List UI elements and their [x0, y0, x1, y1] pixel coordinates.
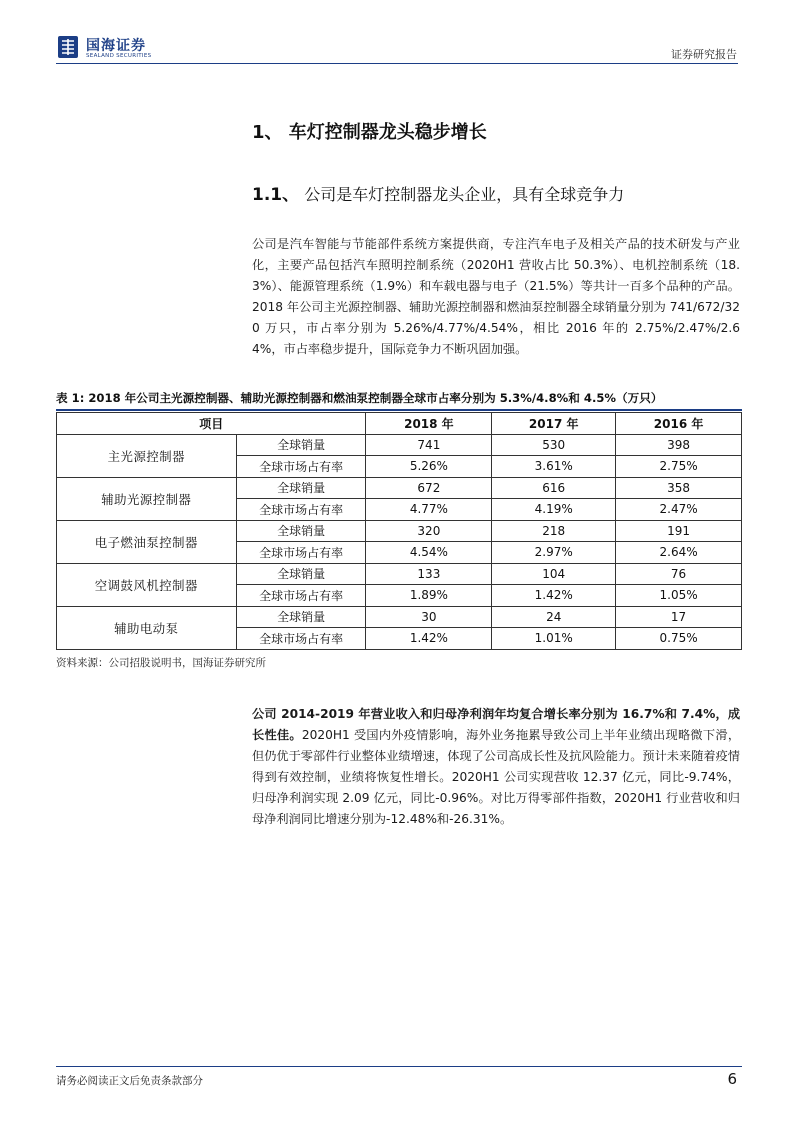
value-cell: 2.47% — [616, 499, 742, 521]
value-cell: 24 — [492, 606, 616, 628]
footer-disclaimer: 请务必阅读正文后免责条款部分 — [56, 1075, 203, 1087]
table-row — [57, 434, 742, 456]
subsection-number: 1.1、 — [252, 185, 300, 205]
category-cell: 空调鼓风机控制器 — [57, 563, 237, 606]
category-cell: 辅助电动泵 — [57, 606, 237, 649]
category-cell: 电子燃油泵控制器 — [57, 520, 237, 563]
table-row — [57, 520, 742, 542]
metric-cell: 全球销量 — [236, 563, 366, 585]
header-divider — [56, 63, 738, 64]
section-heading: 1、 车灯控制器龙头稳步增长 — [252, 122, 487, 143]
value-cell: 17 — [616, 606, 742, 628]
value-cell: 358 — [616, 477, 742, 499]
metric-cell: 全球销量 — [236, 434, 366, 456]
category-cell: 辅助光源控制器 — [57, 477, 237, 520]
value-cell: 4.77% — [366, 499, 492, 521]
value-cell: 2.75% — [616, 456, 742, 478]
header-2016: 2016 年 — [616, 413, 742, 435]
value-cell: 3.61% — [492, 456, 616, 478]
intro-paragraph: 公司是汽车智能与节能部件系统方案提供商，专注汽车电子及相关产品的技术研发与产业化，主要产品包括汽车照明控制系统（2020H1 营收占比 50.3%）、电机控制系统（18.3%）、能源管理系统（1.9%）和车载电器与电子（21.5%）等共计一百多个品种的产品。2018 年公司主光源控制器、辅助光源控制器和燃油泵控制器全球销量分别为 741/672/320 万只，市占率分别为 5.26%/4.77%/4.54%，相比 2016 年的 2.75%/2.47%/2.64%，市占率稳步提升，国际竞争力不断巩固加强。 — [252, 237, 740, 356]
metric-cell: 全球市场占有率 — [236, 456, 366, 478]
logo-subtext: SEALAND SECURITIES — [86, 53, 152, 59]
subsection-heading — [252, 180, 624, 205]
value-cell: 76 — [616, 563, 742, 585]
category-cell: 主光源控制器 — [57, 434, 237, 477]
value-cell: 4.19% — [492, 499, 616, 521]
value-cell: 1.01% — [492, 628, 616, 650]
page-number: 6 — [727, 1070, 737, 1088]
table-row — [57, 477, 742, 499]
logo-text: 国海证券 — [86, 38, 146, 54]
value-cell: 530 — [492, 434, 616, 456]
growth-paragraph-lead: 公司 2014-2019 年营业收入和归母净利润年均复合增长率分别为 16.7%和 7.4%，成长性佳。 — [252, 707, 740, 742]
value-cell: 1.89% — [366, 585, 492, 607]
metric-cell: 全球销量 — [236, 606, 366, 628]
metric-cell: 全球市场占有率 — [236, 542, 366, 564]
value-cell: 616 — [492, 477, 616, 499]
value-cell: 104 — [492, 563, 616, 585]
value-cell: 1.42% — [492, 585, 616, 607]
table-caption: 表 1: 2018 年公司主光源控制器、辅助光源控制器和燃油泵控制器全球市占率分别为 5.3%/4.8%和 4.5%（万只） — [56, 391, 663, 405]
value-cell: 672 — [366, 477, 492, 499]
report-type-label: 证券研究报告 — [671, 48, 737, 61]
value-cell: 320 — [366, 520, 492, 542]
growth-paragraph — [252, 704, 740, 830]
value-cell: 1.42% — [366, 628, 492, 650]
footer-divider — [56, 1066, 742, 1067]
metric-cell: 全球市场占有率 — [236, 499, 366, 521]
metric-cell: 全球销量 — [236, 477, 366, 499]
logo-icon — [58, 36, 78, 58]
value-cell: 1.05% — [616, 585, 742, 607]
table-row — [57, 563, 742, 585]
value-cell: 191 — [616, 520, 742, 542]
metric-cell: 全球市场占有率 — [236, 585, 366, 607]
metric-cell: 全球销量 — [236, 520, 366, 542]
value-cell: 741 — [366, 434, 492, 456]
value-cell: 2.64% — [616, 542, 742, 564]
table-source-note: 资料来源：公司招股说明书，国海证券研究所 — [56, 657, 266, 669]
value-cell: 2.97% — [492, 542, 616, 564]
header-2018: 2018 年 — [366, 413, 492, 435]
table-caption-divider — [56, 409, 742, 411]
value-cell: 398 — [616, 434, 742, 456]
value-cell: 218 — [492, 520, 616, 542]
table-row — [57, 606, 742, 628]
value-cell: 133 — [366, 563, 492, 585]
subsection-title: 公司是车灯控制器龙头企业，具有全球竞争力 — [299, 185, 625, 204]
header-2017: 2017 年 — [492, 413, 616, 435]
table-header-row — [57, 413, 742, 435]
value-cell: 5.26% — [366, 456, 492, 478]
value-cell: 30 — [366, 606, 492, 628]
value-cell: 4.54% — [366, 542, 492, 564]
value-cell: 0.75% — [616, 628, 742, 650]
metric-cell: 全球市场占有率 — [236, 628, 366, 650]
market-share-table — [56, 412, 742, 650]
header-item: 项目 — [57, 413, 366, 435]
growth-paragraph-body: 2020H1 受国内外疫情影响，海外业务拖累导致公司上半年业绩出现略微下滑，但仍优于零部件行业整体业绩增速，体现了公司高成长性及抗风险能力。预计未来随着疫情得到有效控制，业绩将恢复性增长。2020H1 公司实现营收 12.37 亿元，同比-9.74%，归母净利润实现 2.09 亿元，同比-0.96%。对比万得零部件指数，2020H1 行业营收和归母净利润同比增速分别为-12.48%和-26.31%。 — [252, 728, 741, 826]
